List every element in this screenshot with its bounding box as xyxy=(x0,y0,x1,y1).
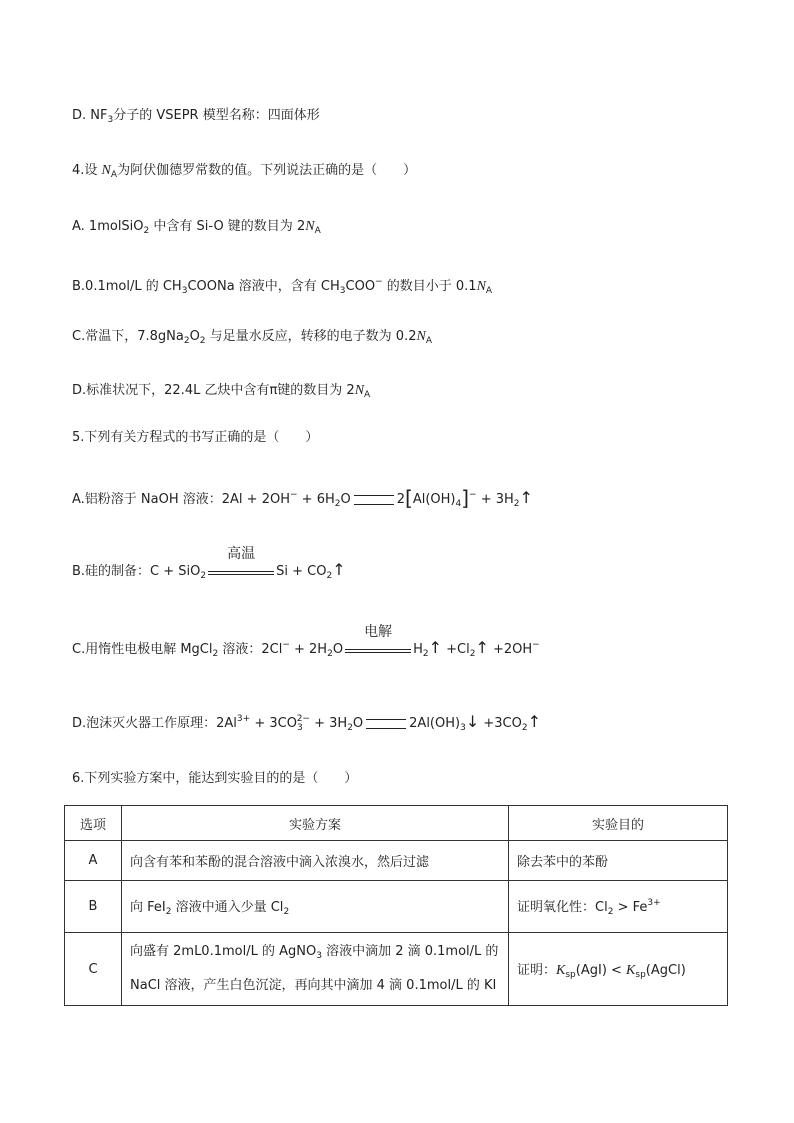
superscript: − xyxy=(469,490,477,500)
text: + 3H xyxy=(476,492,514,507)
row-plan xyxy=(122,881,509,933)
subscript: A xyxy=(364,390,371,400)
text: 溶液中通入少量 Cl xyxy=(171,900,284,915)
subscript: 2 xyxy=(334,499,341,509)
text: O xyxy=(340,492,351,507)
subscript: 2 xyxy=(513,499,520,509)
subscript: 2 xyxy=(165,907,172,917)
subscript: 3 xyxy=(181,286,188,296)
subscript: 2 xyxy=(327,649,333,659)
avogadro-symbol: N xyxy=(101,163,111,178)
text: H xyxy=(413,642,423,657)
text: 证明： xyxy=(517,962,557,978)
superscript: 3+ xyxy=(647,898,661,908)
superscript: 2− xyxy=(296,714,310,724)
text: A.铝粉溶于 NaOH 溶液：2Al + 2OH xyxy=(72,492,290,507)
text: C.常温下，7.8gNa xyxy=(72,329,184,344)
subscript: 2 xyxy=(283,907,290,917)
text: 与足量水反应，转移的电子数为 0.2 xyxy=(205,329,417,344)
superscript: − xyxy=(375,277,383,287)
text: NaCl 溶液，产生白色沉淀，再向其中滴加 4 滴 0.1mol/L 的 KI xyxy=(130,978,497,993)
superscript: − xyxy=(289,490,298,500)
text: 2 xyxy=(396,492,405,507)
subscript: A xyxy=(110,170,118,180)
row-option: B xyxy=(65,881,122,933)
q4-stem xyxy=(72,162,416,184)
subscript: 2 xyxy=(200,571,207,581)
experiment-table xyxy=(64,805,728,1006)
subscript: A xyxy=(425,336,432,346)
subscript: 2 xyxy=(183,336,190,346)
q3-d-text: D. NF xyxy=(72,108,108,123)
text: + 3CO xyxy=(250,716,297,731)
superscript: 3+ xyxy=(236,714,251,724)
text: D.泡沫灭火器工作原理：2Al xyxy=(72,716,237,731)
table-row xyxy=(65,881,728,933)
q6-stem: 6.下列实验方案中，能达到实验目的的是（ ） xyxy=(72,771,358,786)
equals-sign xyxy=(354,495,394,505)
q3-option-d xyxy=(72,107,320,129)
subscript: 2 xyxy=(326,571,333,581)
reaction-condition xyxy=(345,623,411,659)
superscript: − xyxy=(532,640,540,650)
row-goal: 除去苯中的苯酚 xyxy=(509,841,728,881)
row-option: A xyxy=(65,841,122,881)
gas-arrow-icon: ↑ xyxy=(332,560,346,579)
text: Si + CO xyxy=(276,564,327,579)
subscript: sp xyxy=(635,969,646,980)
equals-sign xyxy=(366,719,406,729)
subscript: 4 xyxy=(455,499,462,509)
subscript: 2 xyxy=(607,907,614,917)
subscript: 2 xyxy=(469,649,476,659)
gas-arrow-icon: ↑ xyxy=(527,712,541,731)
text: +2OH xyxy=(488,642,533,657)
subscript: 2 xyxy=(212,649,219,659)
q4-option-c xyxy=(72,328,432,350)
subscript: 3 xyxy=(460,723,466,733)
header-goal: 实验目的 xyxy=(509,806,728,841)
avogadro-symbol: N xyxy=(476,279,486,294)
gas-arrow-icon: ↑ xyxy=(475,638,489,657)
superscript: − xyxy=(282,640,290,650)
table-header-row xyxy=(65,806,728,841)
text: + 2H xyxy=(289,642,328,657)
subscript: 3 xyxy=(316,951,322,961)
q5-option-b xyxy=(72,545,346,585)
avogadro-symbol: N xyxy=(416,329,426,344)
gas-arrow-icon: ↑ xyxy=(428,638,442,657)
table-row xyxy=(65,841,728,881)
text: 中含有 Si-O 键的数目为 2 xyxy=(149,219,306,234)
subscript: 3 xyxy=(296,723,303,733)
text: 的数目小于 0.1 xyxy=(382,279,477,294)
text: A. 1molSiO xyxy=(72,219,144,234)
condition-label: 电解 xyxy=(364,623,393,640)
text: Al(OH) xyxy=(412,492,456,507)
subscript: 2 xyxy=(199,336,206,346)
text: + 6H xyxy=(297,492,335,507)
text: 向盛有 2mL0.1mol/L 的 AgNO xyxy=(130,944,317,959)
q5-stem: 5.下列有关方程式的书写正确的是（ ） xyxy=(72,430,319,445)
q5-option-c xyxy=(72,623,540,663)
text: B.硅的制备：C + SiO xyxy=(72,564,201,579)
q4-option-d xyxy=(72,382,370,404)
text: + 3H xyxy=(309,716,348,731)
text: 溶液中滴加 2 滴 0.1mol/L 的 xyxy=(321,944,499,959)
text: (AgCl) xyxy=(645,962,686,978)
row-option: C xyxy=(65,933,122,1006)
bracket: [ xyxy=(405,486,413,510)
subscript: 2 xyxy=(143,226,150,236)
text: 溶液：2Cl xyxy=(218,642,283,657)
reaction-condition xyxy=(208,545,274,581)
header-plan: 实验方案 xyxy=(122,806,509,841)
text: B.0.1mol/L 的 CH xyxy=(72,279,182,294)
text: +Cl xyxy=(441,642,470,657)
row-plan: 向含有苯和苯酚的混合溶液中滴入浓溴水，然后过滤 xyxy=(122,841,509,881)
row-goal xyxy=(509,881,728,933)
subscript: 3 xyxy=(107,115,114,125)
text: O xyxy=(332,642,344,657)
text: COO xyxy=(345,279,376,294)
subscript: sp xyxy=(565,969,576,980)
text: D.标准状况下，22.4L 乙炔中含有π键的数目为 2 xyxy=(72,383,355,398)
text: COONa 溶液中，含有 CH xyxy=(187,279,340,294)
avogadro-symbol: N xyxy=(305,219,315,234)
text: C.用惰性电极电解 MgCl xyxy=(72,642,213,657)
text: 2Al(OH) xyxy=(409,716,461,731)
subscript: 2 xyxy=(521,723,528,733)
subscript: 3 xyxy=(339,286,346,296)
q5-option-d xyxy=(72,710,541,737)
q3-d-text: 分子的 VSEPR 模型名称：四面体形 xyxy=(113,108,320,123)
text: (AgI) < xyxy=(575,962,627,978)
q4-option-b xyxy=(72,273,492,300)
text: 证明氧化性：Cl xyxy=(517,900,608,915)
q4-stem-text: 4.设 xyxy=(72,163,102,178)
condition-label: 高温 xyxy=(227,545,256,562)
subscript: A xyxy=(314,226,321,236)
subscript: 2 xyxy=(422,649,429,659)
text: +3CO xyxy=(479,716,522,731)
q4-option-a xyxy=(72,218,321,240)
precipitate-arrow-icon: ↓ xyxy=(465,712,480,731)
table-row xyxy=(65,933,728,1006)
text: O xyxy=(352,716,364,731)
subscript: A xyxy=(485,286,493,296)
text: 向 FeI xyxy=(130,900,166,915)
avogadro-symbol: N xyxy=(354,383,365,398)
text: > Fe xyxy=(613,900,648,915)
q4-stem-text: 为阿伏伽德罗常数的值。下列说法正确的是（ ） xyxy=(117,163,417,178)
row-goal xyxy=(509,933,728,1006)
ksp-symbol: K xyxy=(626,962,636,978)
text: O xyxy=(189,329,200,344)
gas-arrow-icon: ↑ xyxy=(519,488,533,507)
bracket: ] xyxy=(461,486,470,510)
q5-option-a xyxy=(72,486,533,513)
subscript: 2 xyxy=(347,723,353,733)
header-option: 选项 xyxy=(65,806,122,841)
ksp-symbol: K xyxy=(556,962,566,978)
row-plan xyxy=(122,933,509,1006)
